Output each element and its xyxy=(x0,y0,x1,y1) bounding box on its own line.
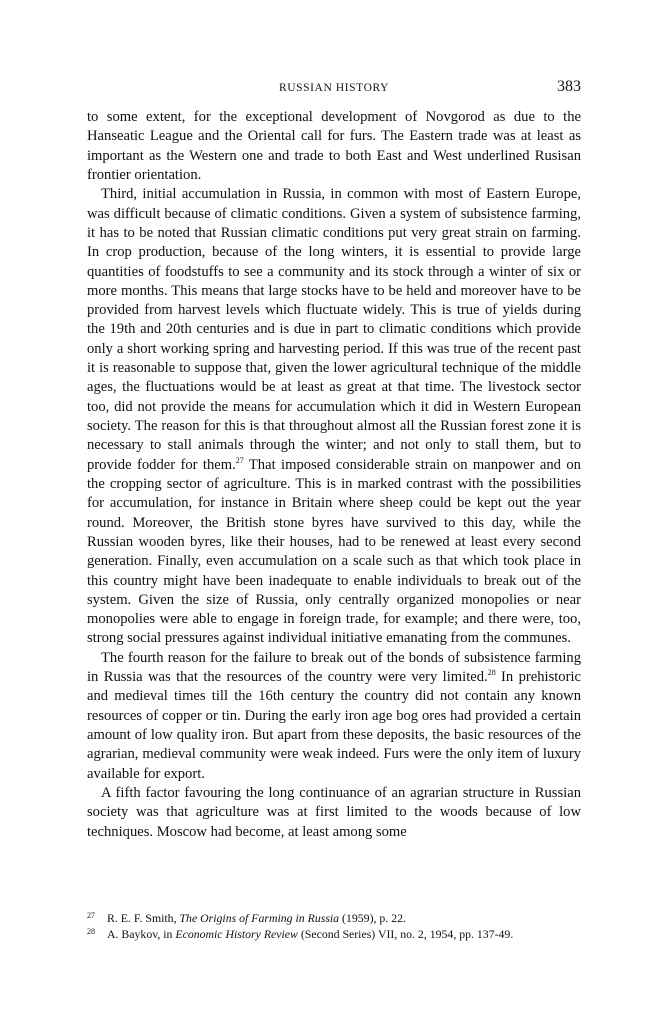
body-text xyxy=(87,108,581,842)
paragraph-text: Third, initial accumulation in Russia, in common with most of Eastern Europe, was difficult because of climatic conditions. Given a system of subsistence farming, it has to be noted that Russian climatic conditions put very great strain on farming. In crop production, because of the long winters, it is essential to provide large quantities of foodstuffs to see a community and its stock through a winter of six or more months. This means that large stocks have to be held and moreover have to be provided from harvest levels which fluctuate widely. This is true of yields during the 19th and 20th centuries and is due in part to climatic conditions which provide only a short working spring and harvesting period. If this was true of the recent past it is reasonable to suppose that, given the lower agricultural technique of the middle ages, the fluctuations would be at least as great at that time. The livestock sector too, did not provide the means for accumulation which it did in Western European society. The reason for this is that throughout almost all the Russian forest zone it is necessary to stall animals through the winter; and not only to stall them, but to provide fodder for them. xyxy=(87,186,581,473)
running-head: RUSSIAN HISTORY xyxy=(278,82,390,94)
footnote-text: R. E. F. Smith, xyxy=(107,911,180,925)
paragraph-text: to some extent, for the exceptional development of Novgorod as due to the Hanseatic League and the Oriental call for furs. The Eastern trade was at least as important as the Western one and trade to both East and West underlined Rusisan frontier orientation. xyxy=(87,109,581,183)
paragraph-text: That imposed considerable strain on manpower and on the cropping sector of agriculture. This is in marked contrast with the possibilities for accumulation, for instance in Britain where sheep could be kept out the year round. Moreover, the British stone byres have survived to this day, while the Russian wooden byres, like their houses, had to be renewed at least every second generation. Finally, even accumulation on a scale such as that which took place in this country might have been inadequate to enable individuals to break out of the system. Given the size of Russia, only centrally organized monopolies or near monopolies were able to engage in foreign trade, for example; and there were, too, strong social pressures against individual initiative emanating from the communes. xyxy=(87,456,581,647)
footnote-text: (1959), p. 22. xyxy=(339,911,406,925)
paragraph xyxy=(87,185,581,649)
footnote-text: (Second Series) VII, no. 2, 1954, pp. 137-49. xyxy=(297,927,514,941)
footnote-title: The Origins of Farming in Russia xyxy=(179,911,340,925)
paragraph xyxy=(87,649,581,784)
page-header xyxy=(87,78,581,104)
paragraph xyxy=(87,108,581,185)
footnotes xyxy=(87,910,581,942)
footnote: 27 R. E. F. Smith, The Origins of Farming in Russia (1959), p. 22. xyxy=(87,911,406,925)
footnote-reference: 27 xyxy=(235,455,244,465)
paragraph-text: In prehistoric and medieval times till the 16th century the country did not contain any known resources of copper or tin. During the early iron age bog ores had provided a certain amount of low quality iron. But apart from these deposits, the basic resources of the agrarian, medieval community were weak indeed. Furs were the only item of luxury available for export. xyxy=(87,669,581,782)
paragraph xyxy=(87,784,581,842)
footnote: 28 A. Baykov, in Economic History Review (Second Series) VII, no. 2, 1954, pp. 137-49. xyxy=(87,927,514,941)
paragraph-text: A fifth factor favouring the long continuance of an agrarian structure in Russian society was that agriculture was at first limited to the woods because of low techniques. Moscow had become, at least among some xyxy=(87,784,581,840)
footnote-title: Economic History Review xyxy=(175,927,298,941)
footnote-reference: 28 xyxy=(487,668,496,678)
paragraph-text: The fourth reason for the failure to break out of the bonds of subsistence farming in Russia was that the resources of the country were very limited. xyxy=(87,649,581,686)
page-number: 383 xyxy=(557,78,581,95)
footnote-text: A. Baykov, in xyxy=(107,927,176,941)
